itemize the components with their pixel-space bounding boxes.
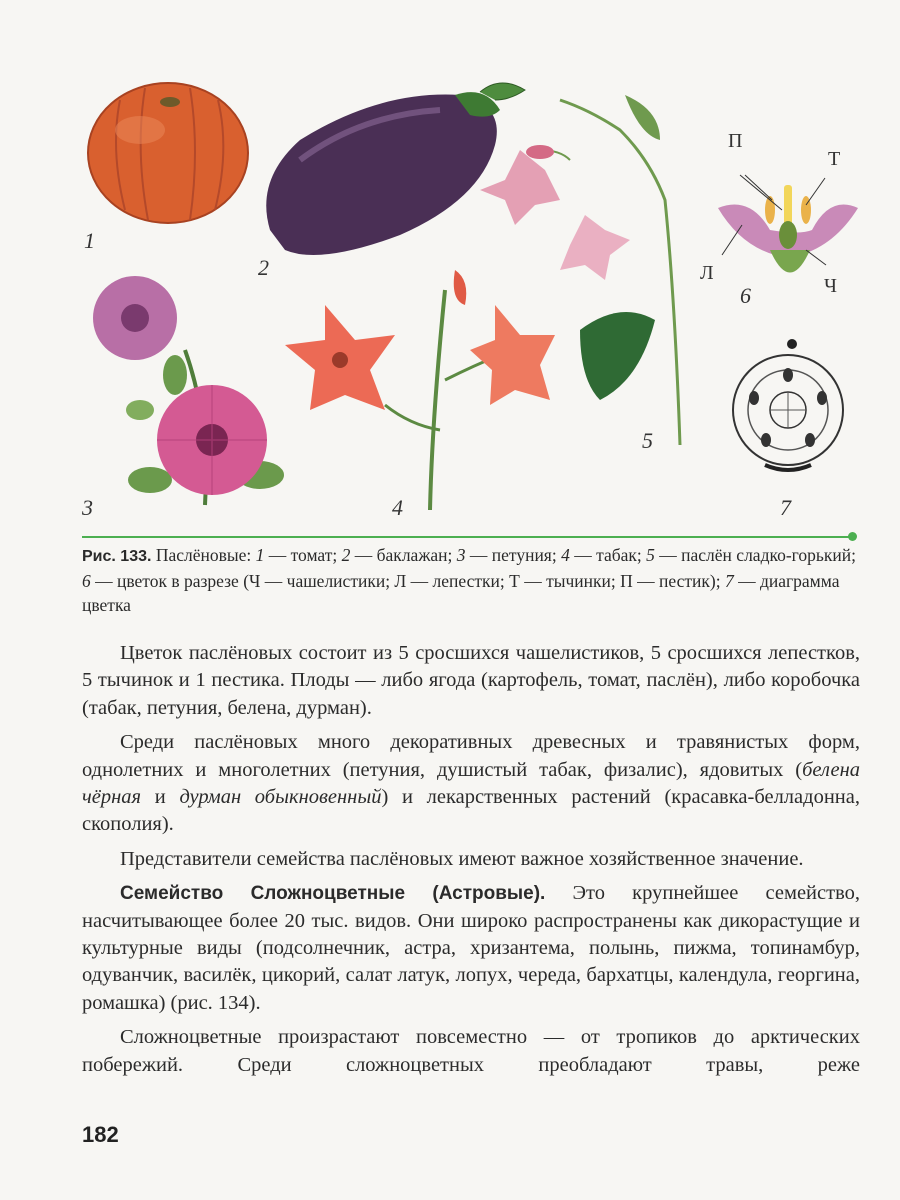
- label-sepals: Ч: [824, 275, 837, 297]
- petunia-illustration: [93, 276, 284, 505]
- eggplant-illustration: [266, 83, 525, 255]
- figure-caption: [82, 543, 862, 617]
- paragraph-2-part-b: и: [141, 786, 180, 809]
- figure-133: [0, 0, 900, 540]
- paragraph-4: [82, 880, 860, 1017]
- caption-n7: 7: [724, 571, 734, 591]
- caption-t7: — диаграмма цветка: [82, 571, 840, 615]
- paragraph-2-part-a: Среди паслёновых много декоративных древесных и травянистых форм, однолетних и многолетних (петуния, душистый табак, физалис), ядовитых (: [82, 731, 860, 781]
- paragraph-5: Сложноцветные произрастают повсеместно — от тропиков до арктических побережий. Среди сложноцветных преобладают травы, реже: [82, 1026, 860, 1076]
- term-henbane: белена чёрная: [82, 758, 860, 809]
- term-datura: дурман обыкновенный: [179, 786, 382, 809]
- label-petals: Л: [700, 262, 714, 284]
- fig-number-1: 1: [84, 228, 95, 253]
- caption-n4: 4: [561, 545, 570, 565]
- paragraph-3: Представители семейства паслёновых имеют важное хозяйственное значение.: [120, 847, 804, 870]
- caption-t4: — табак;: [574, 545, 642, 565]
- caption-divider-dot: [848, 532, 857, 541]
- fig-number-6: 6: [740, 283, 751, 308]
- caption-n2: 2: [341, 545, 351, 565]
- paragraph-1: Цветок паслёновых состоит из 5 сросшихся чашелистиков, 5 сросшихся лепестков, 5 тычинок и 1 пестика. Плоды — либо ягода (картофель, томат, паслён), либо коробочка (табак, петуния, белена, дурман).: [82, 642, 860, 719]
- paragraph-4-text: Это крупнейшее семейство, насчитывающее более 20 тыс. видов. Они широко распространены как дикорастущие и культурные виды (подсолнечник, астра, хризантема, полынь, пижма, топинамбур, одуванчик, василёк, цикорий, салат латук, лопух, череда, бархатцы, календула, георгина, ромашка) (рис. 134).: [82, 882, 860, 1014]
- section-heading-asteraceae: Семейство Сложноцветные (Астровые).: [120, 883, 546, 905]
- caption-divider: [82, 536, 852, 538]
- figure-illustration: [0, 0, 900, 530]
- label-pistil: П: [728, 130, 743, 152]
- fig-number-3: 3: [82, 495, 93, 520]
- caption-t1: — томат;: [268, 545, 338, 565]
- fig-number-5: 5: [642, 428, 653, 453]
- label-stamens: Т: [828, 148, 841, 170]
- caption-t6: — цветок в разрезе (Ч — чашелистики; Л — лепестки; Т — тычинки; П — пестик);: [95, 571, 721, 591]
- caption-n6: 6: [82, 571, 91, 591]
- fig-number-4: 4: [392, 495, 403, 520]
- fig-number-7: 7: [780, 495, 791, 520]
- paragraph-2: [82, 729, 860, 839]
- caption-t2: — баклажан;: [354, 545, 453, 565]
- tomato-illustration: [88, 83, 248, 223]
- caption-t5: — паслён сладко-горький;: [659, 545, 856, 565]
- caption-ref: Рис. 133.: [82, 548, 152, 565]
- caption-n1: 1: [255, 545, 265, 565]
- main-text: [82, 640, 860, 1086]
- caption-n3: 3: [456, 545, 466, 565]
- paragraph-2-part-c: ) и лекарственных растений (красавка-белладонна, скополия).: [82, 786, 860, 836]
- page-number: 182: [82, 1122, 119, 1147]
- caption-title: Паслёновые:: [155, 545, 252, 565]
- flower-section-diagram: [718, 175, 858, 273]
- flower-diagram: [733, 339, 843, 470]
- fig-number-2: 2: [258, 255, 269, 280]
- tobacco-illustration: [285, 270, 555, 510]
- caption-n5: 5: [646, 545, 655, 565]
- caption-t3: — петуния;: [469, 545, 557, 565]
